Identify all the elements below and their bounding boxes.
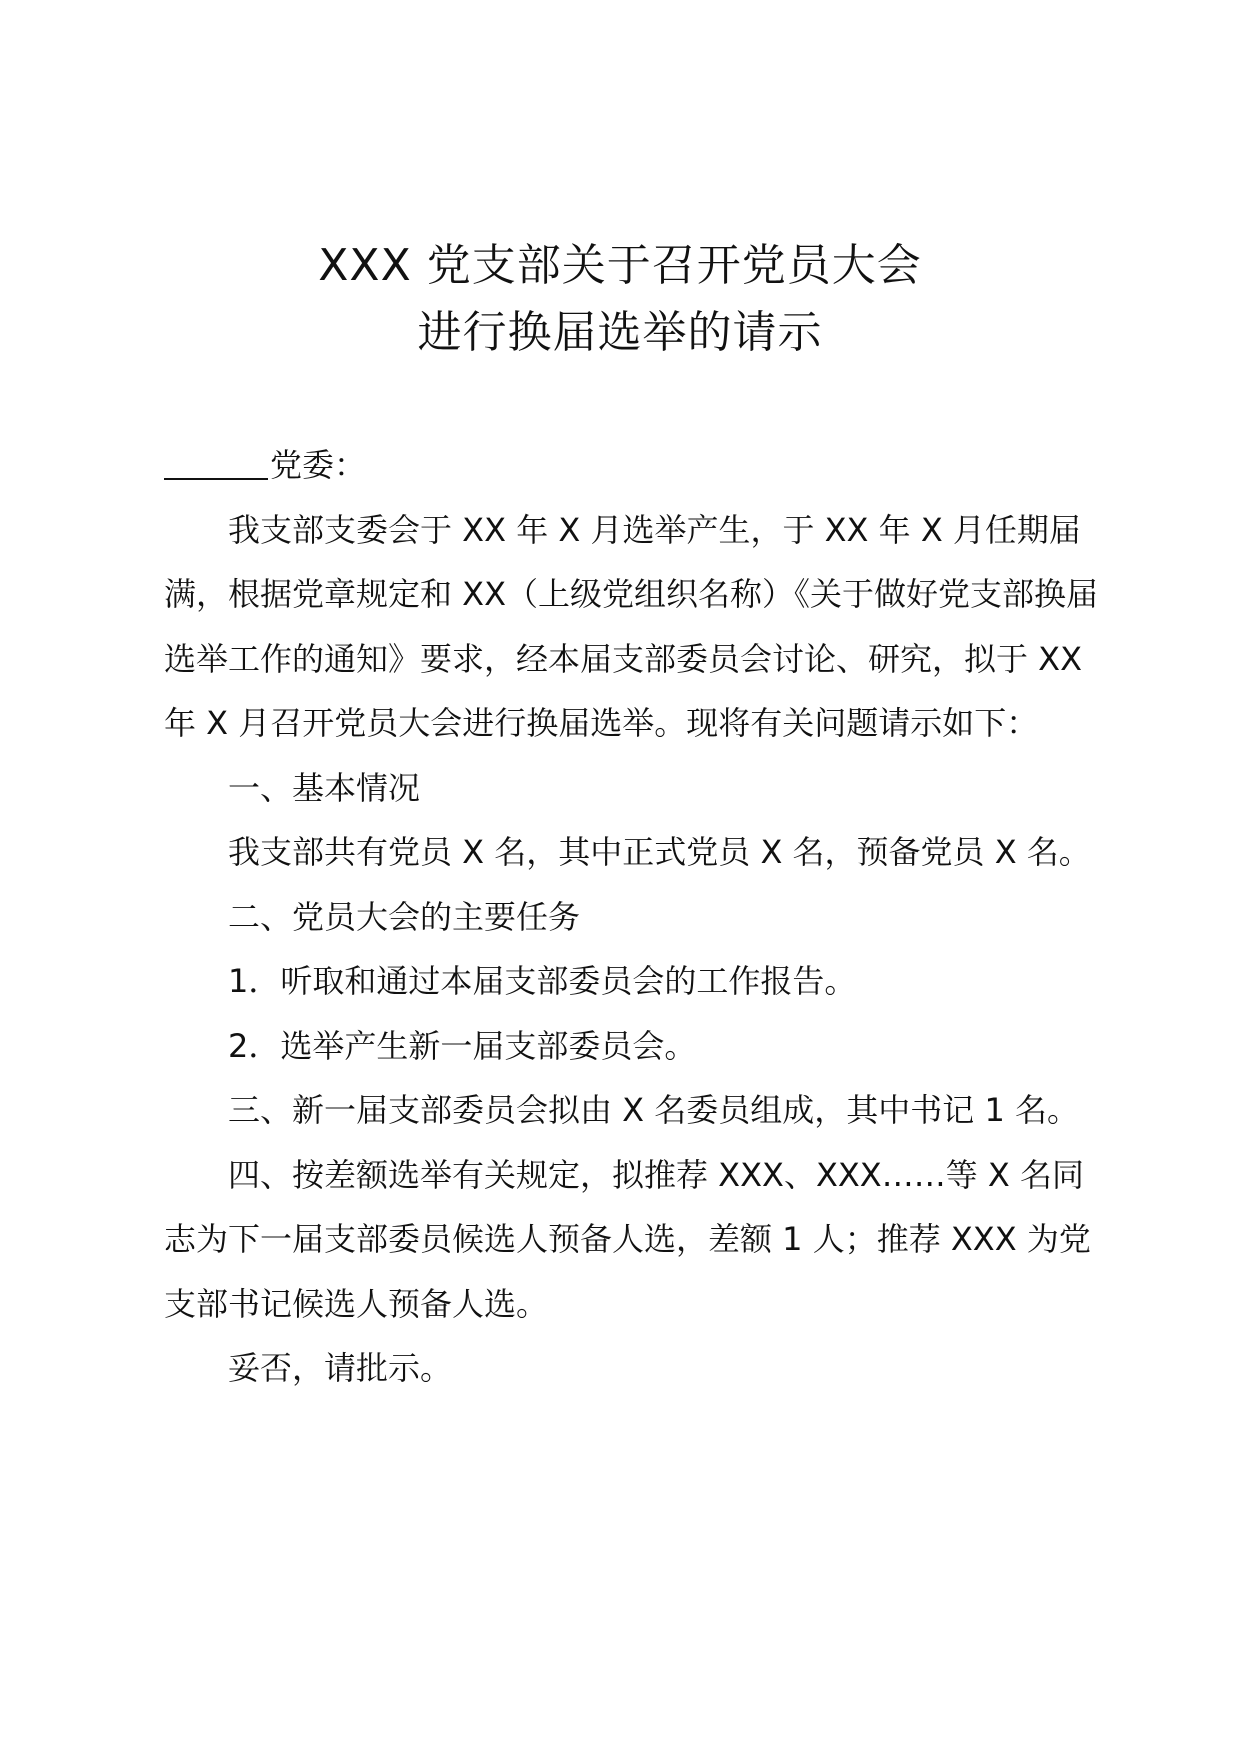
- paragraph-member-count: 我支部共有党员 X 名，其中正式党员 X 名，预备党员 X 名。: [228, 833, 1091, 871]
- paragraph-intro: 我支部支委会于 XX 年 X 月选举产生，于 XX 年 X 月任期届满，根据党章规定和 XX（上级党组织名称）《关于做好党支部换届选举工作的通知》要求，经本届支部委员会讨论、研究，拟于 XX 年 X 月召开党员大会进行换届选举。现将有关问题请示如下：: [164, 510, 1099, 742]
- task-item-1: 1．听取和通过本届支部委员会的工作报告。: [228, 962, 857, 1000]
- section-heading-basic-info: 一、基本情况: [228, 768, 421, 807]
- section-committee-composition: 三、新一届支部委员会拟由 X 名委员组成，其中书记 1 名。: [228, 1091, 1079, 1129]
- document-body: [164, 433, 1100, 1401]
- addressee-blank-underline: [164, 446, 268, 480]
- section-candidate-recommendation: 四、按差额选举有关规定，拟推荐 XXX、XXX……等 X 名同志为下一届支部委员候选人预备人选，差额 1 人；推荐 XXX 为党支部书记候选人预备人选。: [164, 1155, 1091, 1323]
- document-title-line-2: 进行换届选举的请示: [417, 307, 823, 358]
- addressee-text: 党委：: [270, 446, 367, 484]
- section-heading-main-tasks: 二、党员大会的主要任务: [228, 897, 581, 936]
- document-title-line-1: XXX 党支部关于召开党员大会: [318, 240, 922, 291]
- task-item-2: 2．选举产生新一届支部委员会。: [228, 1026, 697, 1065]
- closing-request: 妥否，请批示。: [228, 1349, 453, 1387]
- addressee-line: [164, 433, 1100, 498]
